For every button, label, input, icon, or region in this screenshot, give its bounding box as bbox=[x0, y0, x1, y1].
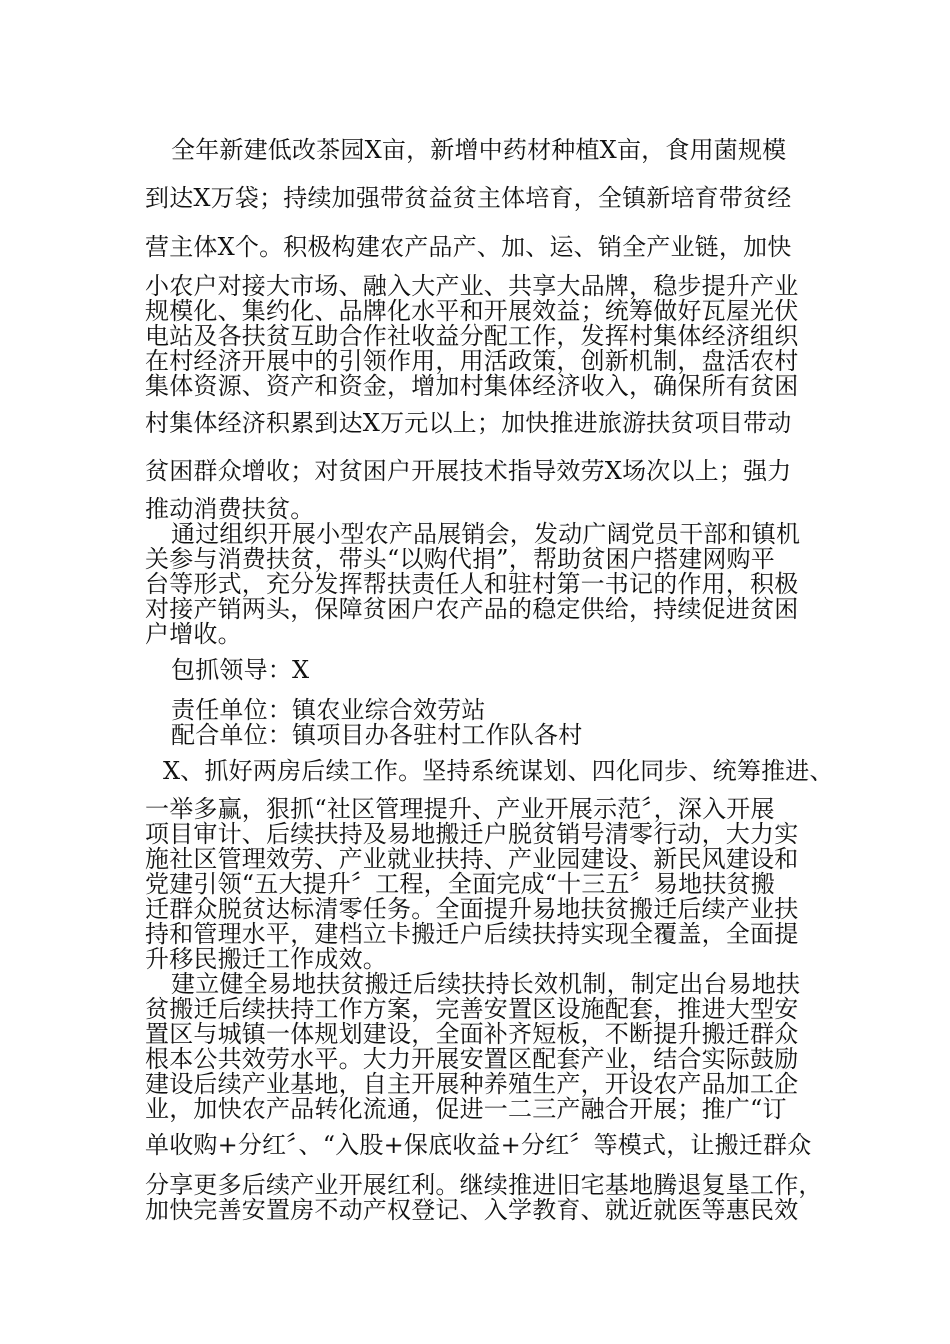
text-line: 通过组织开展小型农产品展销会，发动广阔党员干部和镇机 bbox=[171, 520, 801, 548]
text-line: 置区与城镇一体规划建设，全面补齐短板，不断提升搬迁群众 bbox=[145, 1020, 799, 1048]
text-line: 分享更多后续产业开展红利。继续推进旧宅基地腾退复垦工作， bbox=[145, 1171, 823, 1199]
text-line: 到达X万袋；持续加强带贫益贫主体培育，全镇新培育带贫经 bbox=[145, 184, 792, 212]
text-line: 建设后续产业基地，自主开展种养殖生产，开设农产品加工企 bbox=[145, 1070, 799, 1098]
text-line: 村集体经济积累到达X万元以上；加快推进旅游扶贫项目带动 bbox=[145, 409, 792, 437]
text-line: 迁群众脱贫达标清零任务。全面提升易地扶贫搬迁后续产业扶 bbox=[145, 895, 799, 923]
text-line: 在村经济开展中的引领作用，用活政策，创新机制，盘活农村 bbox=[145, 347, 799, 375]
text-line: 对接产销两头，保障贫困户农产品的稳定供给，持续促进贫困 bbox=[145, 595, 799, 623]
text-line: 台等形式，充分发挥帮扶责任人和驻村第一书记的作用，积极 bbox=[145, 570, 799, 598]
text-line: 责任单位：镇农业综合效劳站 bbox=[171, 696, 486, 724]
text-line: 党建引领“五大提升〞工程，全面完成“十三五〞易地扶贫搬 bbox=[145, 870, 775, 898]
text-line: 户增收。 bbox=[145, 620, 242, 648]
text-line: 业，加快农产品转化流通，促进一二三产融合开展；推广“订 bbox=[145, 1095, 787, 1123]
text-line: 一举多赢，狠抓“社区管理提升、产业开展示范〞，深入开展 bbox=[145, 795, 775, 823]
text-line: 包抓领导：X bbox=[171, 656, 310, 684]
text-line: 关参与消费扶贫，带头“以购代捐”，帮助贫困户搭建网购平 bbox=[145, 545, 775, 573]
text-line: 营主体X个。积极构建农产品产、加、运、销全产业链，加快 bbox=[145, 233, 792, 261]
text-line: 根本公共效劳水平。大力开展安置区配套产业，结合实际鼓励 bbox=[145, 1045, 799, 1073]
text-line: 加快完善安置房不动产权登记、入学教育、就近就医等惠民效 bbox=[145, 1196, 799, 1224]
text-line: 贫搬迁后续扶持工作方案，完善安置区设施配套，推进大型安 bbox=[145, 995, 799, 1023]
text-line: 贫困群众增收；对贫困户开展技术指导效劳X场次以上；强力 bbox=[145, 457, 792, 485]
text-line: 配合单位：镇项目办各驻村工作队各村 bbox=[171, 721, 583, 749]
text-line: 施社区管理效劳、产业就业扶持、产业园建设、新民风建设和 bbox=[145, 845, 799, 873]
text-line: 集体资源、资产和资金，增加村集体经济收入，确保所有贫困 bbox=[145, 372, 799, 400]
text-line: 小农户对接大市场、融入大产业、共享大品牌，稳步提升产业 bbox=[145, 272, 799, 300]
text-line: 单收购+分红〞、“入股+保底收益+分红〞等模式，让搬迁群众 bbox=[145, 1131, 812, 1159]
text-line: 项目审计、后续扶持及易地搬迁户脱贫销号清零行动，大力实 bbox=[145, 820, 799, 848]
text-line: 规模化、集约化、品牌化水平和开展效益；统筹做好瓦屋光伏 bbox=[145, 297, 799, 325]
text-line: 升移民搬迁工作成效。 bbox=[145, 945, 387, 973]
text-line: 推动消费扶贫。 bbox=[145, 495, 315, 523]
text-line: 建立健全易地扶贫搬迁后续扶持长效机制，制定出台易地扶 bbox=[171, 970, 801, 998]
text-line: 持和管理水平，建档立卡搬迁户后续扶持实现全覆盖，全面提 bbox=[145, 920, 799, 948]
text-line: X、抓好两房后续工作。坚持系统谋划、四化同步、统筹推进、 bbox=[163, 757, 834, 785]
text-line: 全年新建低改茶园X亩，新增中药材种植X亩，食用菌规模 bbox=[171, 136, 787, 164]
text-line: 电站及各扶贫互助合作社收益分配工作，发挥村集体经济组织 bbox=[145, 322, 799, 350]
